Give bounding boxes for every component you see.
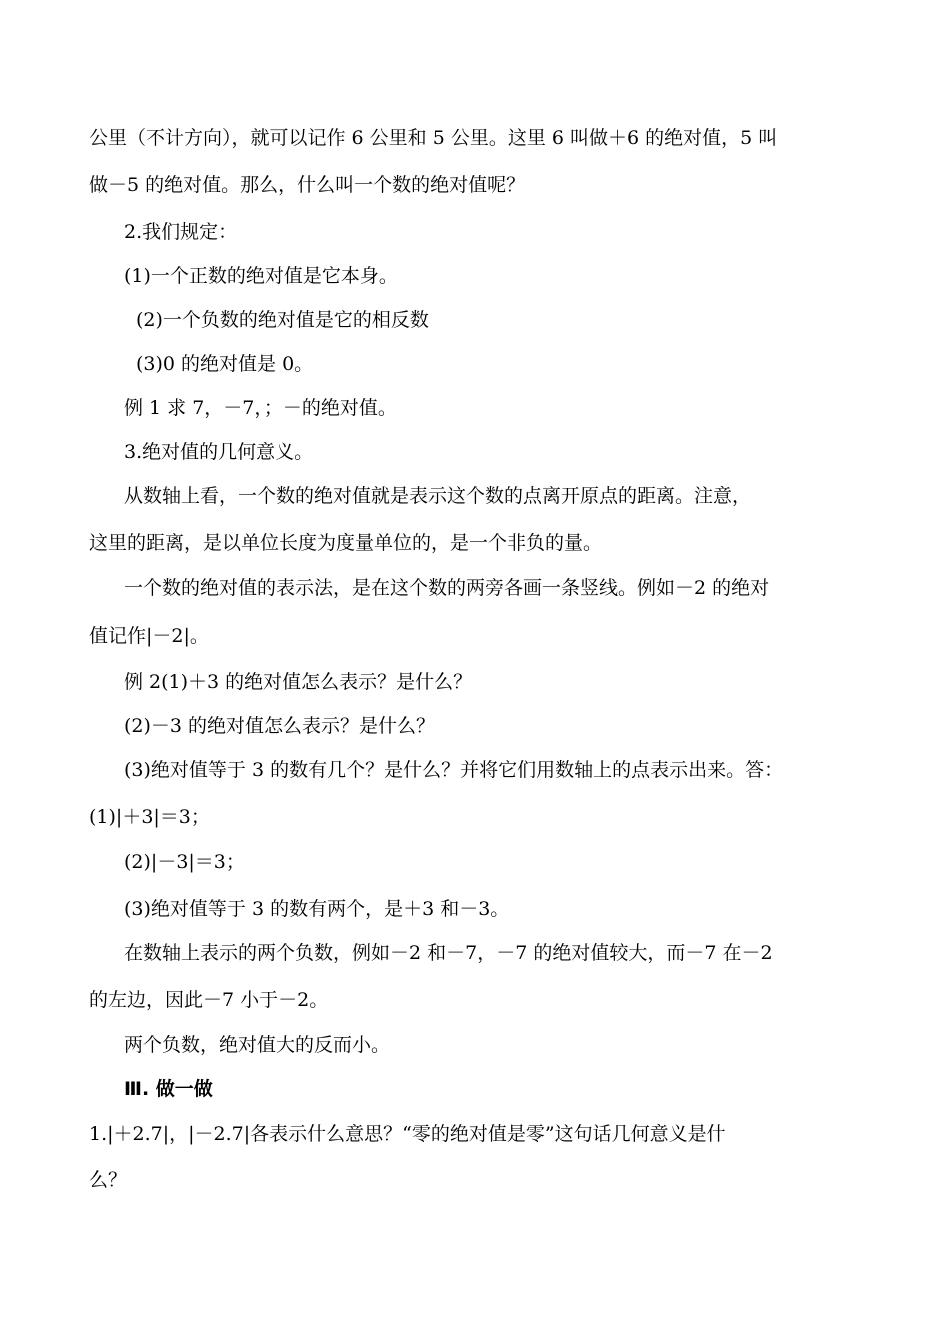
text-line: 做－5 的绝对值。那么，什么叫一个数的绝对值呢？ — [89, 174, 526, 196]
text-line: 一个数的绝对值的表示法，是在这个数的两旁各画一条竖线。例如－2 的绝对 — [124, 577, 770, 599]
text-line: 例 2(1)＋3 的绝对值怎么表示？是什么？ — [124, 671, 473, 693]
text-line: 两个负数，绝对值大的反而小。 — [124, 1034, 391, 1056]
text-line: (2)一个负数的绝对值是它的相反数 — [136, 309, 429, 331]
text-line: 例 1 求 7，－7，；－的绝对值。 — [124, 397, 397, 419]
text-line: (3)绝对值等于 3 的数有两个，是＋3 和－3。 — [124, 898, 510, 920]
text-line: 在数轴上表示的两个负数，例如－2 和－7，－7 的绝对值较大，而－7 在－2 — [124, 942, 773, 964]
text-line: 么？ — [89, 1169, 128, 1191]
text-line: (1)|＋3|＝3； — [89, 806, 210, 828]
text-line: 值记作|－2|。 — [89, 625, 209, 647]
text-line: 2.我们规定： — [124, 221, 238, 243]
text-line: 3.绝对值的几何意义。 — [124, 441, 314, 463]
text-line: (3)绝对值等于 3 的数有几个？是什么？并将它们用数轴上的点表示出来。答： — [124, 759, 784, 781]
section-heading: Ⅲ. 做一做 — [124, 1078, 213, 1100]
text-line: 公里（不计方向），就可以记作 6 公里和 5 公里。这里 6 叫做＋6 的绝对值，5 叫 — [89, 127, 778, 149]
text-line: (3)0 的绝对值是 0。 — [136, 353, 314, 375]
text-line: (1)一个正数的绝对值是它本身。 — [124, 265, 398, 287]
text-line: (2)－3 的绝对值怎么表示？是什么？ — [124, 715, 436, 737]
text-line: 的左边，因此－7 小于－2。 — [89, 989, 329, 1011]
text-line: (2)|－3|＝3； — [124, 851, 245, 873]
text-line: 从数轴上看，一个数的绝对值就是表示这个数的点离开原点的距离。注意， — [124, 485, 752, 507]
text-line: 1.|＋2.7|，|－2.7|各表示什么意思？“零的绝对值是零”这句话几何意义是什 — [89, 1123, 726, 1145]
text-line: 这里的距离，是以单位长度为度量单位的，是一个非负的量。 — [89, 532, 603, 554]
